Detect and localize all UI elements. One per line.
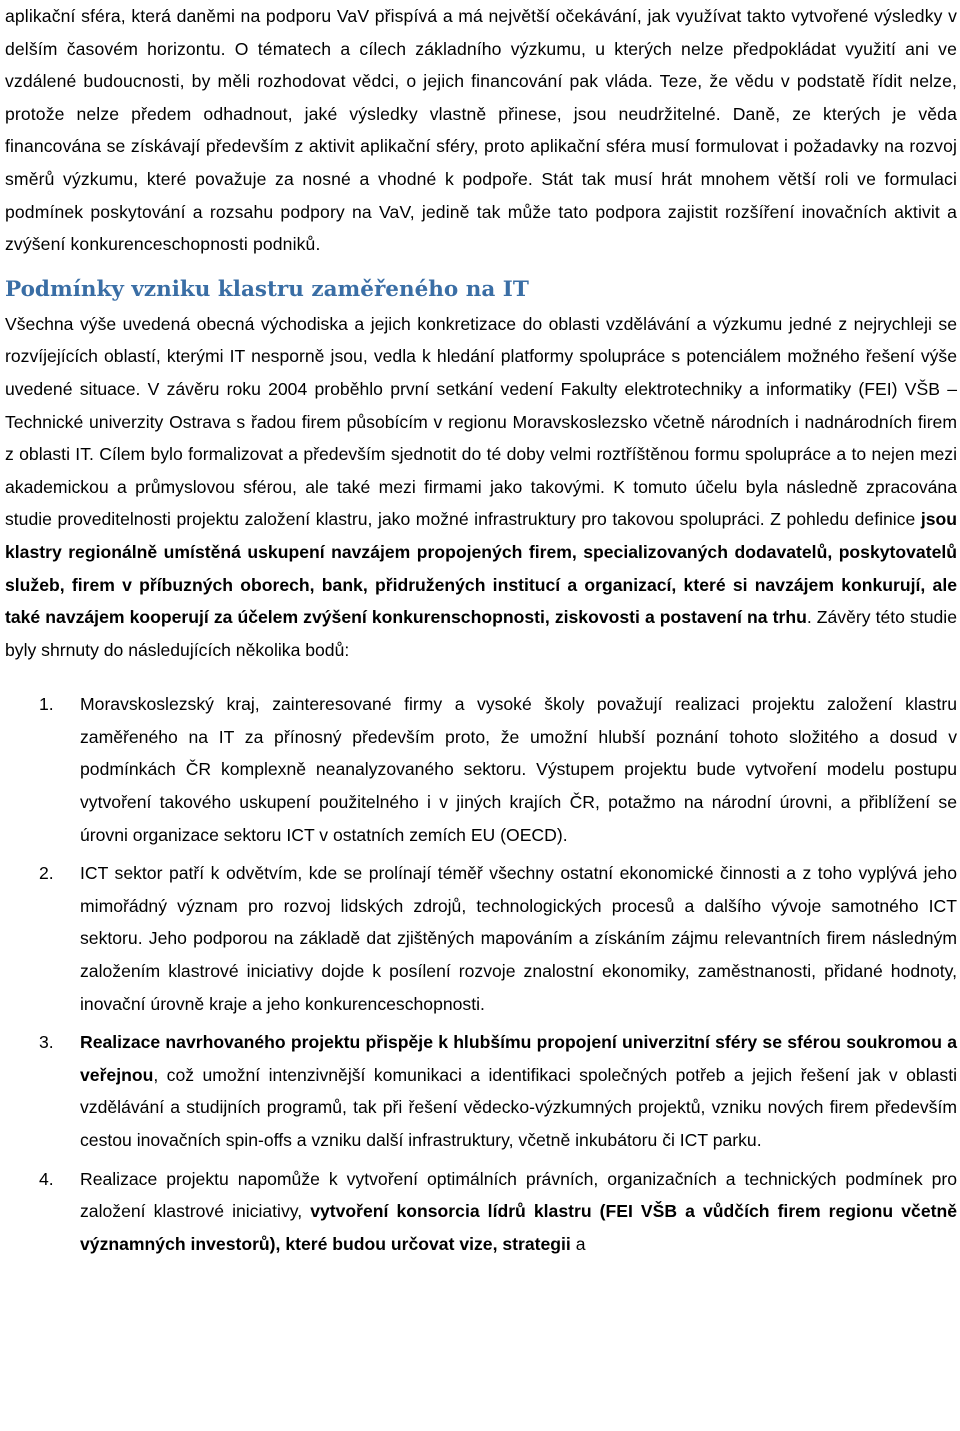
list-item-number: 4. <box>39 1168 54 1189</box>
list-item-number: 2. <box>39 863 54 884</box>
document-page <box>5 0 957 1266</box>
list-item <box>5 857 957 1020</box>
list-item-bold-2: vytvoření konsorcia lídrů klastru (FEI VŠB a vůdčích firem regionu včetně významných investorů), které budou určovat vize, strategii <box>80 1201 957 1254</box>
section-heading: Podmínky vzniku klastru zaměřeného na IT <box>5 276 529 302</box>
list-item-text: ICT sektor patří k odvětvím, kde se prolínají téměř všechny ostatní ekonomické činnosti a z toho vyplývá jeho mimořádný význam pro rozvoj lidských zdrojů, technologických procesů a dalšího vývoje samotného ICT sektoru. Jeho podporou na základě dat zjištěných mapováním a získáním zájmu relevantních firem následným založením klastrové iniciativy dojde k posílení rozvoje znalostní ekonomiky, zaměstnanosti, přidané hodnoty, inovační úrovně kraje a jeho konkurenceschopnosti. <box>80 863 957 1014</box>
list-item <box>5 1163 957 1261</box>
section-paragraph-end: . Závěry této studie byly shrnuty do následujících několika bodů: <box>5 607 957 660</box>
intro-paragraph <box>5 0 957 261</box>
list-item-text: Realizace projektu napomůže k vytvoření optimálních právních, organizačních a technických podmínek pro založení klastrové iniciativy, <box>80 1168 957 1222</box>
list-item-text-2: a <box>570 1233 586 1254</box>
conclusions-list <box>5 688 957 1260</box>
intro-sentence-2: Daně, ze kterých je věda financována se získávají především z aktivit aplikační sféry, proto aplikační sféra musí formulovat i požadavky na rozvoj směrů výzkumu, které považuje za nosné a vhodné k podpoře. <box>5 103 957 189</box>
intro-sentence-3: Stát tak musí hrát mnohem větší roli ve formulaci podmínek poskytování a rozsahu podpory na VaV, jedině tak může tato podpora zajistit rozšíření inovačních aktivit a zvýšení konkurenceschopnosti podniků. <box>5 168 957 255</box>
list-item-text: , což umožní intenzivnější komunikaci a identifikaci společných potřeb a jejich řešení jak v oblasti vzdělávání a studijních programů, tak při řešení vědecko-výzkumných projektů, vzniku nových firem především cestou inovačních spin-offs a vzniku další infrastruktury, včetně inkubátoru či ICT parku. <box>80 1064 957 1150</box>
list-item-number: 1. <box>39 694 54 715</box>
intro-sentences-1: aplikační sféra, která daněmi na podporu VaV přispívá a má největší očekávání, jak využívat takto vytvořené výsledky v delším časovém horizontu. O tématech a cílech základního výzkumu, u kterých nelze předpokládat využití ani ve vzdálené budoucnosti, by měli rozhodovat vědci, o jejich financování pak vláda. Teze, že vědu v podstatě řídit nelze, protože nelze předem odhadnout, jaké výsledky vlastně přinese, jsou neudržitelné. <box>5 6 957 124</box>
section-paragraph-start: Všechna výše uvedená obecná východiska a jejich konkretizace do oblasti vzdělávání a výzkumu jedné z nejrychleji se rozvíjejících oblastí, kterými IT nesporně jsou, vedla k hledání platformy spolupráce s potenciálem možného řešení výše uvedené situace. V závěru roku 2004 proběhlo první setkání vedení Fakulty elektrotechniky a informatiky (FEI) VŠB – Technické univerzity Ostrava s řadou firem působícím v regionu Moravskoslezsko včetně národních i nadnárodních firem z oblasti IT. Cílem bylo formalizovat a především sjednotit do té doby velmi roztříštěnou formu spolupráce a to nejen mezi akademickou a průmyslovou sférou, ale také mezi firmami jako takovými. K tomuto účelu byla následně zpracována studie proveditelnosti projektu založení klastru, jako možné infrastruktury pro takovou spolupráci. Z pohledu definice <box>5 313 957 530</box>
list-item-bold: Realizace navrhovaného projektu přispěje k hlubšímu propojení univerzitní sféry se sférou soukromou a veřejnou <box>80 1032 957 1085</box>
cluster-definition-bold: jsou klastry regionálně umístěná uskupení navzájem propojených firem, specializovaných dodavatelů, poskytovatelů služeb, firem v příbuzných oborech, bank, přidružených institucí a organizací, které si navzájem konkurují, ale také navzájem kooperují za účelem zvýšení konkurenschopnosti, ziskovosti a postavení na trhu <box>5 509 957 628</box>
section-paragraph <box>5 308 957 667</box>
list-item <box>5 688 957 851</box>
list-item-text: Moravskoslezský kraj, zainteresované firmy a vysoké školy považují realizaci projektu založení klastru zaměřeného na IT za přínosný především proto, že umožní hlubší poznání tohoto složitého a dosud v podmínkách ČR komplexně neanalyzovaného sektoru. Výstupem projektu bude vytvoření modelu postupu vytvoření takového uskupení použitelného i v jiných krajích ČR, potažmo na národní úrovni, a přiblížení se úrovni organizace sektoru ICT v ostatních zemích EU (OECD). <box>80 694 957 845</box>
list-item <box>5 1026 957 1156</box>
list-item-number: 3. <box>39 1032 54 1053</box>
